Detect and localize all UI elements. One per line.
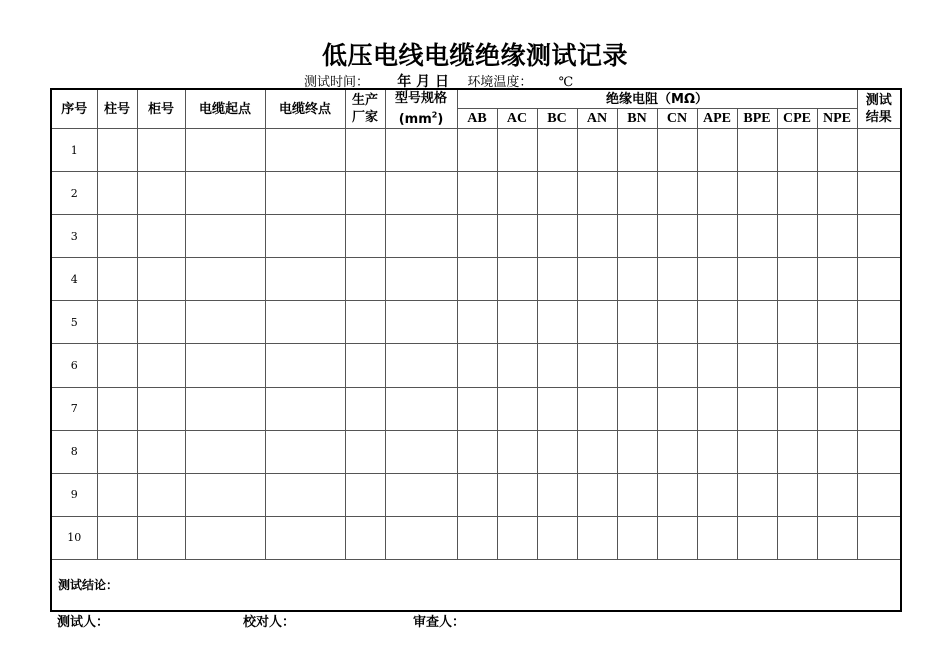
empty-cell[interactable] bbox=[657, 301, 697, 344]
table-row bbox=[51, 344, 901, 387]
unit-post: ) bbox=[437, 112, 444, 128]
conclusion-row bbox=[51, 559, 901, 611]
empty-cell[interactable] bbox=[265, 344, 345, 387]
empty-cell[interactable] bbox=[457, 473, 497, 516]
table-row bbox=[51, 215, 901, 258]
empty-cell[interactable] bbox=[345, 258, 385, 301]
empty-cell[interactable] bbox=[185, 430, 265, 473]
row-seq-cell: 9 bbox=[51, 473, 97, 516]
empty-cell[interactable] bbox=[137, 344, 185, 387]
empty-cell[interactable] bbox=[345, 344, 385, 387]
empty-cell[interactable] bbox=[617, 387, 657, 430]
header-manufacturer-line2: 厂家 bbox=[351, 110, 378, 126]
empty-cell[interactable] bbox=[385, 516, 457, 559]
empty-cell[interactable] bbox=[345, 301, 385, 344]
header-pair-bn: BN bbox=[617, 109, 657, 129]
empty-cell[interactable] bbox=[385, 430, 457, 473]
header-pair-ac: AC bbox=[497, 109, 537, 129]
header-manufacturer bbox=[345, 89, 385, 129]
empty-cell[interactable] bbox=[497, 129, 537, 172]
empty-cell[interactable] bbox=[617, 301, 657, 344]
empty-cell[interactable] bbox=[97, 215, 137, 258]
empty-cell[interactable] bbox=[497, 215, 537, 258]
header-model-spec-label: 型号规格 bbox=[394, 91, 447, 106]
empty-cell[interactable] bbox=[137, 430, 185, 473]
empty-cell[interactable] bbox=[817, 129, 857, 172]
header-test-result-line1: 测试 bbox=[865, 93, 892, 109]
empty-cell[interactable] bbox=[497, 387, 537, 430]
empty-cell[interactable] bbox=[657, 473, 697, 516]
empty-cell[interactable] bbox=[617, 129, 657, 172]
empty-cell[interactable] bbox=[137, 258, 185, 301]
header-pair-ab: AB bbox=[457, 109, 497, 129]
header-cable-end: 电缆终点 bbox=[265, 89, 345, 129]
empty-cell[interactable] bbox=[737, 172, 777, 215]
table-row bbox=[51, 258, 901, 301]
empty-cell[interactable] bbox=[97, 301, 137, 344]
empty-cell[interactable] bbox=[777, 430, 817, 473]
empty-cell[interactable] bbox=[777, 344, 817, 387]
empty-cell[interactable] bbox=[617, 344, 657, 387]
insulation-test-table bbox=[50, 88, 902, 612]
empty-cell[interactable] bbox=[385, 301, 457, 344]
header-seq: 序号 bbox=[51, 89, 97, 129]
empty-cell[interactable] bbox=[385, 387, 457, 430]
empty-cell[interactable] bbox=[345, 473, 385, 516]
empty-cell[interactable] bbox=[857, 430, 901, 473]
empty-cell[interactable] bbox=[265, 215, 345, 258]
tester-label: 测试人： bbox=[57, 615, 110, 630]
row-seq-cell: 3 bbox=[51, 215, 97, 258]
empty-cell[interactable] bbox=[777, 129, 817, 172]
empty-cell[interactable] bbox=[137, 387, 185, 430]
empty-cell[interactable] bbox=[537, 430, 577, 473]
empty-cell[interactable] bbox=[697, 215, 737, 258]
empty-cell[interactable] bbox=[537, 215, 577, 258]
table-row bbox=[51, 516, 901, 559]
row-seq-cell: 6 bbox=[51, 344, 97, 387]
empty-cell[interactable] bbox=[185, 516, 265, 559]
document-title: 低压电线电缆绝缘测试记录 bbox=[321, 41, 628, 70]
empty-cell[interactable] bbox=[617, 172, 657, 215]
empty-cell[interactable] bbox=[385, 258, 457, 301]
empty-cell[interactable] bbox=[457, 430, 497, 473]
empty-cell[interactable] bbox=[777, 172, 817, 215]
empty-cell[interactable] bbox=[497, 258, 537, 301]
empty-cell[interactable] bbox=[97, 430, 137, 473]
empty-cell[interactable] bbox=[577, 258, 617, 301]
empty-cell[interactable] bbox=[345, 129, 385, 172]
empty-cell[interactable] bbox=[457, 301, 497, 344]
empty-cell[interactable] bbox=[697, 473, 737, 516]
header-pair-cn: CN bbox=[657, 109, 697, 129]
empty-cell[interactable] bbox=[657, 430, 697, 473]
empty-cell[interactable] bbox=[697, 387, 737, 430]
header-manufacturer-line1: 生产 bbox=[351, 93, 378, 109]
table-row bbox=[51, 301, 901, 344]
empty-cell[interactable] bbox=[777, 215, 817, 258]
empty-cell[interactable] bbox=[265, 430, 345, 473]
empty-cell[interactable] bbox=[697, 258, 737, 301]
empty-cell[interactable] bbox=[185, 387, 265, 430]
empty-cell[interactable] bbox=[185, 129, 265, 172]
empty-cell[interactable] bbox=[497, 516, 537, 559]
empty-cell[interactable] bbox=[857, 301, 901, 344]
empty-cell[interactable] bbox=[185, 473, 265, 516]
empty-cell[interactable] bbox=[577, 387, 617, 430]
checker-label: 校对人： bbox=[243, 615, 296, 630]
empty-cell[interactable] bbox=[737, 430, 777, 473]
empty-cell[interactable] bbox=[817, 473, 857, 516]
empty-cell[interactable] bbox=[265, 301, 345, 344]
empty-cell[interactable] bbox=[137, 129, 185, 172]
empty-cell[interactable] bbox=[457, 516, 497, 559]
table-row bbox=[51, 172, 901, 215]
header-pair-bc: BC bbox=[537, 109, 577, 129]
empty-cell[interactable] bbox=[697, 516, 737, 559]
empty-cell[interactable] bbox=[537, 387, 577, 430]
empty-cell[interactable] bbox=[777, 473, 817, 516]
empty-cell[interactable] bbox=[265, 387, 345, 430]
empty-cell[interactable] bbox=[457, 215, 497, 258]
empty-cell[interactable] bbox=[817, 172, 857, 215]
empty-cell[interactable] bbox=[265, 172, 345, 215]
empty-cell[interactable] bbox=[457, 258, 497, 301]
empty-cell[interactable] bbox=[497, 430, 537, 473]
empty-cell[interactable] bbox=[265, 516, 345, 559]
empty-cell[interactable] bbox=[497, 301, 537, 344]
empty-cell[interactable] bbox=[97, 516, 137, 559]
empty-cell[interactable] bbox=[817, 516, 857, 559]
empty-cell[interactable] bbox=[185, 344, 265, 387]
empty-cell[interactable] bbox=[617, 473, 657, 516]
reviewer-label: 审查人： bbox=[413, 615, 466, 630]
empty-cell[interactable] bbox=[817, 387, 857, 430]
header-model-spec-unit bbox=[399, 112, 444, 127]
empty-cell[interactable] bbox=[385, 473, 457, 516]
empty-cell[interactable] bbox=[265, 258, 345, 301]
empty-cell[interactable] bbox=[537, 344, 577, 387]
table-body bbox=[51, 129, 901, 611]
empty-cell[interactable] bbox=[137, 473, 185, 516]
empty-cell[interactable] bbox=[737, 258, 777, 301]
row-seq-cell: 2 bbox=[51, 172, 97, 215]
empty-cell[interactable] bbox=[537, 258, 577, 301]
empty-cell[interactable] bbox=[617, 516, 657, 559]
empty-cell[interactable] bbox=[697, 301, 737, 344]
empty-cell[interactable] bbox=[737, 387, 777, 430]
empty-cell[interactable] bbox=[577, 301, 617, 344]
empty-cell[interactable] bbox=[737, 215, 777, 258]
empty-cell[interactable] bbox=[185, 301, 265, 344]
test-time-label: 测试时间： bbox=[304, 75, 370, 90]
row-seq-cell: 1 bbox=[51, 129, 97, 172]
empty-cell[interactable] bbox=[857, 215, 901, 258]
table-row bbox=[51, 129, 901, 172]
empty-cell[interactable] bbox=[657, 516, 697, 559]
empty-cell[interactable] bbox=[737, 344, 777, 387]
empty-cell[interactable] bbox=[857, 258, 901, 301]
empty-cell[interactable] bbox=[385, 172, 457, 215]
empty-cell[interactable] bbox=[697, 430, 737, 473]
empty-cell[interactable] bbox=[345, 516, 385, 559]
empty-cell[interactable] bbox=[857, 473, 901, 516]
empty-cell[interactable] bbox=[817, 301, 857, 344]
empty-cell[interactable] bbox=[385, 344, 457, 387]
empty-cell[interactable] bbox=[617, 430, 657, 473]
empty-cell[interactable] bbox=[777, 516, 817, 559]
signature-line bbox=[0, 611, 950, 629]
empty-cell[interactable] bbox=[617, 258, 657, 301]
empty-cell[interactable] bbox=[537, 172, 577, 215]
row-seq-cell: 5 bbox=[51, 301, 97, 344]
row-seq-cell: 10 bbox=[51, 516, 97, 559]
header-pair-an: AN bbox=[577, 109, 617, 129]
unit-pre: (mm bbox=[398, 112, 432, 128]
row-seq-cell: 7 bbox=[51, 387, 97, 430]
env-temp-label: 环境温度： bbox=[467, 75, 533, 90]
empty-cell[interactable] bbox=[97, 129, 137, 172]
header-pair-npe: NPE bbox=[817, 109, 857, 129]
empty-cell[interactable] bbox=[497, 172, 537, 215]
empty-cell[interactable] bbox=[657, 344, 697, 387]
empty-cell[interactable] bbox=[345, 387, 385, 430]
empty-cell[interactable] bbox=[577, 473, 617, 516]
empty-cell[interactable] bbox=[857, 344, 901, 387]
empty-cell[interactable] bbox=[185, 258, 265, 301]
empty-cell[interactable] bbox=[817, 344, 857, 387]
temp-unit: ℃ bbox=[558, 75, 574, 90]
empty-cell[interactable] bbox=[857, 129, 901, 172]
empty-cell[interactable] bbox=[265, 129, 345, 172]
empty-cell[interactable] bbox=[97, 258, 137, 301]
empty-cell[interactable] bbox=[817, 430, 857, 473]
empty-cell[interactable] bbox=[657, 129, 697, 172]
empty-cell[interactable] bbox=[137, 215, 185, 258]
empty-cell[interactable] bbox=[497, 344, 537, 387]
table-row bbox=[51, 387, 901, 430]
empty-cell[interactable] bbox=[697, 172, 737, 215]
empty-cell[interactable] bbox=[737, 301, 777, 344]
empty-cell[interactable] bbox=[577, 129, 617, 172]
empty-cell[interactable] bbox=[657, 172, 697, 215]
empty-cell[interactable] bbox=[857, 516, 901, 559]
header-test-result bbox=[857, 89, 901, 129]
empty-cell[interactable] bbox=[577, 172, 617, 215]
empty-cell[interactable] bbox=[97, 473, 137, 516]
empty-cell[interactable] bbox=[457, 172, 497, 215]
empty-cell[interactable] bbox=[97, 172, 137, 215]
table-row bbox=[51, 430, 901, 473]
date-label: 年 月 日 bbox=[397, 74, 450, 90]
empty-cell[interactable] bbox=[345, 430, 385, 473]
empty-cell[interactable] bbox=[697, 129, 737, 172]
empty-cell[interactable] bbox=[737, 473, 777, 516]
empty-cell[interactable] bbox=[817, 215, 857, 258]
empty-cell[interactable] bbox=[537, 129, 577, 172]
empty-cell[interactable] bbox=[457, 344, 497, 387]
empty-cell[interactable] bbox=[737, 129, 777, 172]
empty-cell[interactable] bbox=[697, 344, 737, 387]
row-seq-cell: 8 bbox=[51, 430, 97, 473]
empty-cell[interactable] bbox=[97, 387, 137, 430]
empty-cell[interactable] bbox=[617, 215, 657, 258]
empty-cell[interactable] bbox=[185, 215, 265, 258]
empty-cell[interactable] bbox=[737, 516, 777, 559]
empty-cell[interactable] bbox=[385, 129, 457, 172]
empty-cell[interactable] bbox=[497, 473, 537, 516]
empty-cell[interactable] bbox=[657, 258, 697, 301]
header-cable-start: 电缆起点 bbox=[185, 89, 265, 129]
empty-cell[interactable] bbox=[185, 172, 265, 215]
empty-cell[interactable] bbox=[345, 172, 385, 215]
empty-cell[interactable] bbox=[537, 301, 577, 344]
header-pair-cpe: CPE bbox=[777, 109, 817, 129]
empty-cell[interactable] bbox=[265, 473, 345, 516]
table-row bbox=[51, 473, 901, 516]
empty-cell[interactable] bbox=[817, 258, 857, 301]
empty-cell[interactable] bbox=[345, 215, 385, 258]
header-column-no: 柱号 bbox=[97, 89, 137, 129]
empty-cell[interactable] bbox=[577, 215, 617, 258]
empty-cell[interactable] bbox=[385, 215, 457, 258]
header-cabinet-no: 柜号 bbox=[137, 89, 185, 129]
empty-cell[interactable] bbox=[777, 258, 817, 301]
empty-cell[interactable] bbox=[577, 430, 617, 473]
empty-cell[interactable] bbox=[457, 387, 497, 430]
empty-cell[interactable] bbox=[137, 301, 185, 344]
empty-cell[interactable] bbox=[657, 387, 697, 430]
empty-cell[interactable] bbox=[777, 387, 817, 430]
empty-cell[interactable] bbox=[777, 301, 817, 344]
empty-cell[interactable] bbox=[577, 344, 617, 387]
empty-cell[interactable] bbox=[137, 172, 185, 215]
row-seq-cell: 4 bbox=[51, 258, 97, 301]
empty-cell[interactable] bbox=[137, 516, 185, 559]
empty-cell[interactable] bbox=[857, 172, 901, 215]
empty-cell[interactable] bbox=[657, 215, 697, 258]
header-pair-bpe: BPE bbox=[737, 109, 777, 129]
conclusion-label[interactable]: 测试结论： bbox=[51, 559, 901, 611]
header-test-result-line2: 结果 bbox=[865, 110, 892, 126]
empty-cell[interactable] bbox=[537, 473, 577, 516]
unit-sup: 2 bbox=[431, 111, 438, 120]
empty-cell[interactable] bbox=[857, 387, 901, 430]
header-model-spec bbox=[385, 89, 457, 129]
header-pair-ape: APE bbox=[697, 109, 737, 129]
header-insulation-resistance: 绝缘电阻（MΩ） bbox=[457, 89, 857, 109]
empty-cell[interactable] bbox=[97, 344, 137, 387]
empty-cell[interactable] bbox=[537, 516, 577, 559]
empty-cell[interactable] bbox=[577, 516, 617, 559]
empty-cell[interactable] bbox=[457, 129, 497, 172]
